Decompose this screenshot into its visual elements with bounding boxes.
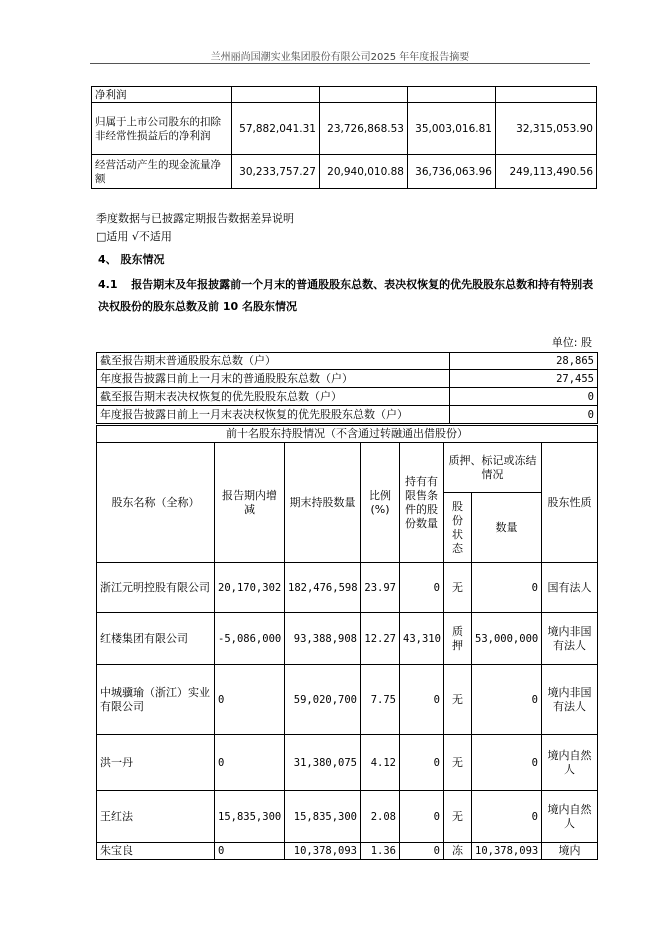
summary-label: 截至报告期末普通股股东总数（户） — [97, 353, 450, 370]
subsection-heading — [98, 274, 598, 318]
subsection-number: 4.1 — [98, 278, 118, 291]
shareholder-change: -5,086,000 — [215, 613, 285, 665]
cell-q4: 32,315,053.90 — [496, 103, 597, 155]
cell-q3: 36,736,063.96 — [408, 155, 496, 189]
table-row — [97, 613, 598, 665]
shareholder-name: 红楼集团有限公司 — [97, 613, 215, 665]
shareholder-shares: 31,380,075 — [285, 735, 361, 791]
pledge-qty: 10,378,093 — [472, 843, 542, 860]
summary-label: 截至报告期末表决权恢复的优先股股东总数（户） — [97, 388, 450, 406]
shareholder-name: 洪一丹 — [97, 735, 215, 791]
table-row — [97, 791, 598, 843]
shareholder-nature: 境内自然人 — [542, 735, 598, 791]
shareholder-ratio: 2.08 — [361, 791, 400, 843]
summary-value: 0 — [450, 406, 598, 424]
table-row — [92, 155, 597, 189]
shareholder-ratio: 12.27 — [361, 613, 400, 665]
pledge-status: 冻 — [444, 843, 472, 860]
shareholder-shares: 15,835,300 — [285, 791, 361, 843]
summary-label: 年度报告披露日前上一月末的普通股股东总数（户） — [97, 370, 450, 388]
shareholder-nature: 境内自然人 — [542, 791, 598, 843]
shareholder-nature: 境内非国有法人 — [542, 613, 598, 665]
shareholder-change: 0 — [215, 665, 285, 735]
cell-q2 — [320, 87, 408, 103]
shareholder-nature: 境内 — [542, 843, 598, 860]
shareholder-shares: 182,476,598 — [285, 563, 361, 613]
shareholder-restricted: 43,310 — [400, 613, 444, 665]
table-row — [97, 665, 598, 735]
col-header-pledge-status: 股份状态 — [444, 493, 472, 563]
summary-label: 年度报告披露日前上一月末表决权恢复的优先股股东总数（户） — [97, 406, 450, 424]
shareholder-restricted: 0 — [400, 791, 444, 843]
shareholder-name: 朱宝良 — [97, 843, 215, 860]
shareholder-shares: 93,388,908 — [285, 613, 361, 665]
row-label: 归属于上市公司股东的扣除非经常性损益后的净利润 — [92, 103, 232, 155]
pledge-status: 无 — [444, 791, 472, 843]
shareholder-shares: 10,378,093 — [285, 843, 361, 860]
col-header-restricted: 持有有限售条件的股份数量 — [400, 443, 444, 563]
col-header-name: 股东名称（全称） — [97, 443, 215, 563]
col-header-pledge-qty: 数量 — [472, 493, 542, 563]
cell-q2: 23,726,868.53 — [320, 103, 408, 155]
shareholder-change: 0 — [215, 735, 285, 791]
cell-q4 — [496, 87, 597, 103]
shareholder-ratio: 7.75 — [361, 665, 400, 735]
cell-q1: 57,882,041.31 — [232, 103, 320, 155]
shareholder-name: 王红法 — [97, 791, 215, 843]
shareholder-name: 中城骥瑜（浙江）实业有限公司 — [97, 665, 215, 735]
shareholder-restricted: 0 — [400, 563, 444, 613]
col-header-nature: 股东性质 — [542, 443, 598, 563]
pledge-status: 无 — [444, 665, 472, 735]
pledge-qty: 0 — [472, 665, 542, 735]
table-row — [97, 353, 598, 370]
shareholder-ratio: 23.97 — [361, 563, 400, 613]
table-row — [97, 843, 598, 860]
shareholder-change: 20,170,302 — [215, 563, 285, 613]
row-label: 净利润 — [92, 87, 232, 103]
pledge-status: 无 — [444, 563, 472, 613]
cell-q3 — [408, 87, 496, 103]
summary-value: 28,865 — [450, 353, 598, 370]
cell-q2: 20,940,010.88 — [320, 155, 408, 189]
table-row — [97, 370, 598, 388]
pledge-qty: 0 — [472, 791, 542, 843]
col-header-pledge: 质押、标记或冻结情况 — [444, 443, 542, 493]
col-header-change: 报告期内增减 — [215, 443, 285, 563]
pledge-qty: 0 — [472, 735, 542, 791]
summary-value: 0 — [450, 388, 598, 406]
shareholder-nature: 境内非国有法人 — [542, 665, 598, 735]
shareholder-name: 浙江元明控股有限公司 — [97, 563, 215, 613]
table-caption: 前十名股东持股情况（不含通过转融通出借股份） — [97, 426, 598, 443]
shareholder-restricted: 0 — [400, 735, 444, 791]
shareholder-change: 15,835,300 — [215, 791, 285, 843]
table-row — [97, 563, 598, 613]
page-header: 兰州丽尚国潮实业集团股份有限公司2025 年年度报告摘要 — [210, 52, 470, 63]
pledge-status: 质押 — [444, 613, 472, 665]
unit-label: 单位: 股 — [551, 336, 592, 349]
quarterly-table — [91, 86, 597, 189]
shareholder-shares: 59,020,700 — [285, 665, 361, 735]
cell-q3: 35,003,016.81 — [408, 103, 496, 155]
pledge-qty: 53,000,000 — [472, 613, 542, 665]
shareholder-change: 0 — [215, 843, 285, 860]
table-row — [97, 735, 598, 791]
table-row — [92, 103, 597, 155]
row-label: 经营活动产生的现金流量净额 — [92, 155, 232, 189]
shareholder-ratio: 1.36 — [361, 843, 400, 860]
table-caption-row — [97, 426, 598, 443]
subsection-title: 报告期末及年报披露前一个月末的普通股股东总数、表决权恢复的优先股股东总数和持有特别表决权股份的股东总数及前 10 名股东情况 — [98, 278, 594, 313]
shareholder-nature: 国有法人 — [542, 563, 598, 613]
header-divider — [90, 63, 590, 64]
table-row — [92, 87, 597, 103]
summary-value: 27,455 — [450, 370, 598, 388]
shareholder-summary-table — [96, 352, 598, 424]
shareholder-ratio: 4.12 — [361, 735, 400, 791]
section-heading: 4、 股东情况 — [98, 253, 165, 266]
cell-q1 — [232, 87, 320, 103]
table-row — [97, 388, 598, 406]
header-row — [97, 443, 598, 493]
shareholder-restricted: 0 — [400, 843, 444, 860]
table-row — [97, 406, 598, 424]
cell-q4: 249,113,490.56 — [496, 155, 597, 189]
col-header-shares: 期末持股数量 — [285, 443, 361, 563]
top10-shareholders-table — [96, 425, 598, 860]
shareholder-restricted: 0 — [400, 665, 444, 735]
pledge-status: 无 — [444, 735, 472, 791]
col-header-ratio: 比例(%) — [361, 443, 400, 563]
cell-q1: 30,233,757.27 — [232, 155, 320, 189]
diff-note-title: 季度数据与已披露定期报告数据差异说明 — [96, 212, 294, 225]
pledge-qty: 0 — [472, 563, 542, 613]
applicability-options: □适用 √不适用 — [96, 230, 172, 243]
